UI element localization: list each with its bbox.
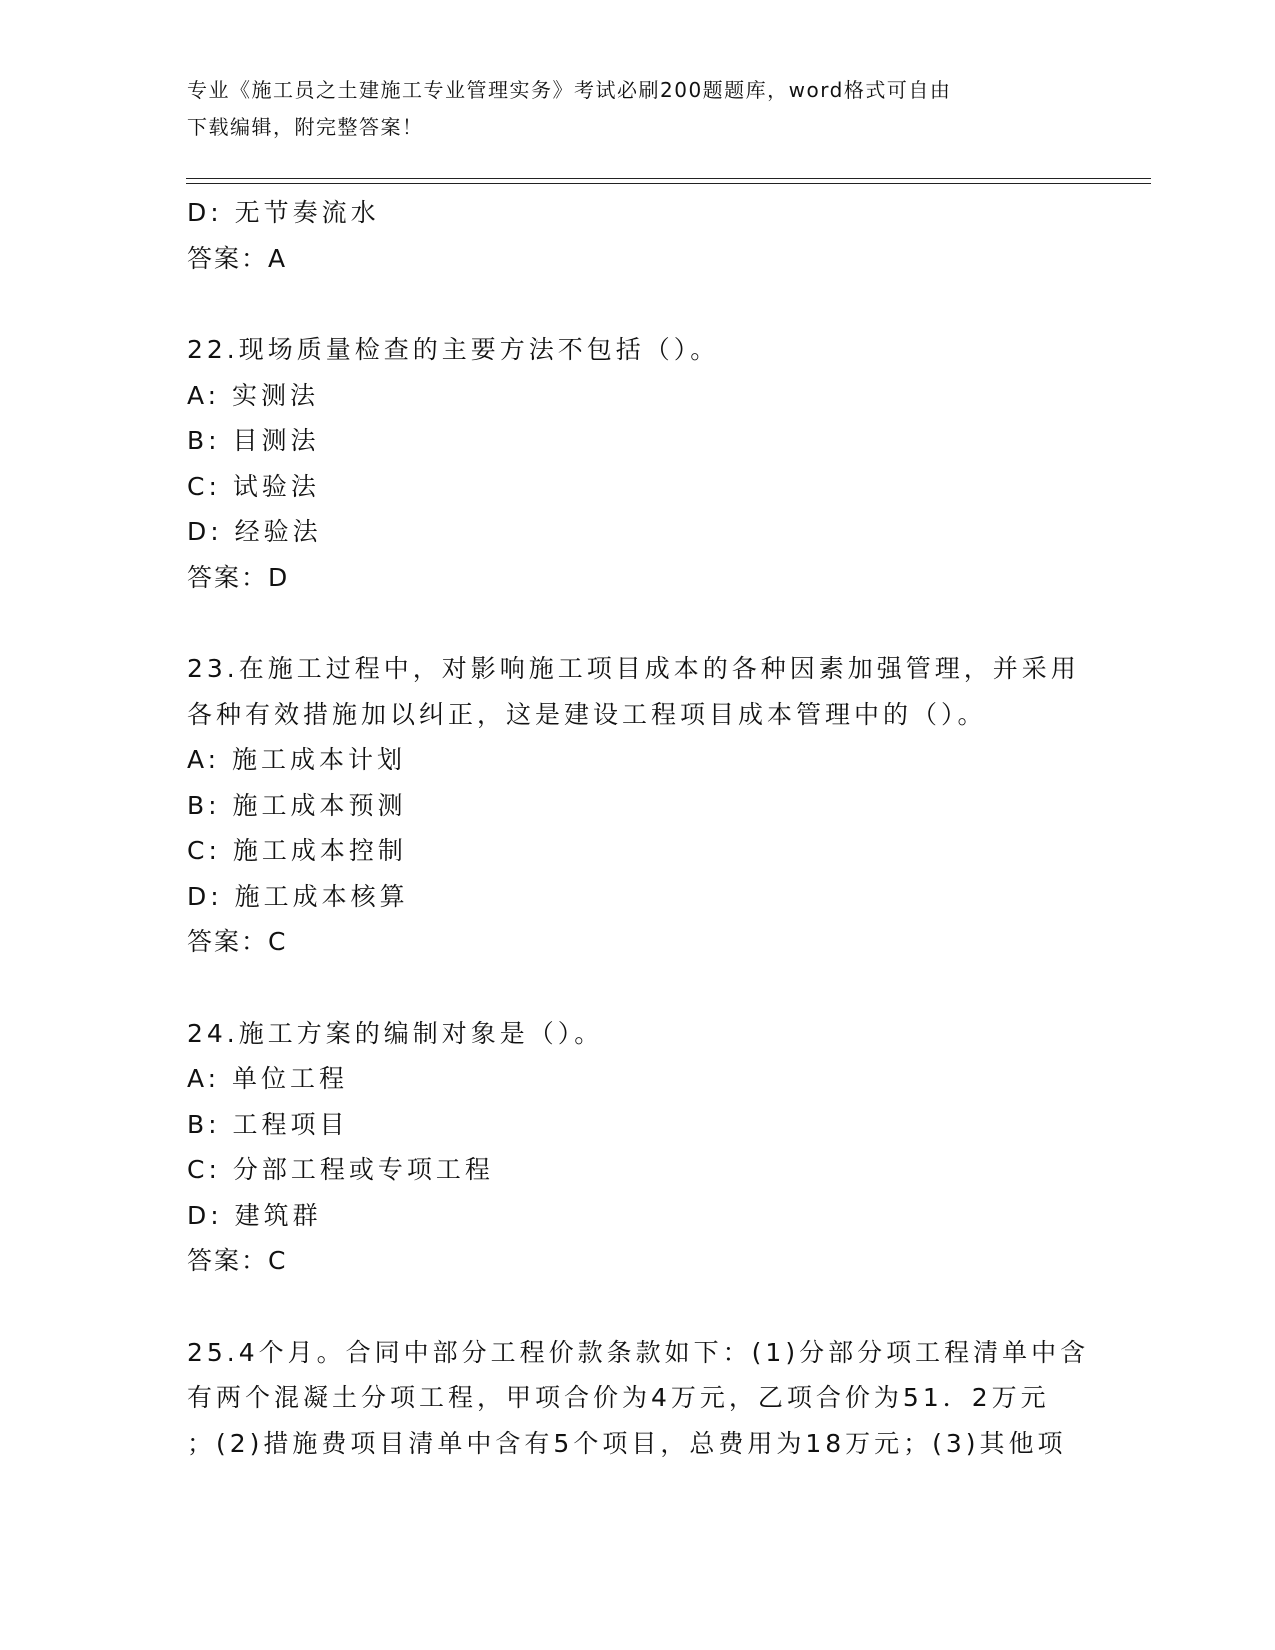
spacer bbox=[187, 965, 1087, 1011]
option-c: C: 分部工程或专项工程 bbox=[187, 1155, 494, 1184]
document-header bbox=[187, 72, 1087, 146]
option-d: D: 经验法 bbox=[187, 517, 322, 546]
option-d: D: 施工成本核算 bbox=[187, 881, 409, 911]
header-rule-bottom bbox=[186, 183, 1151, 184]
option-c: C: 试验法 bbox=[187, 471, 320, 501]
question-text: 23.在施工过程中，对影响施工项目成本的各种因素加强管理，并采用 bbox=[187, 654, 1080, 683]
question-25 bbox=[187, 1330, 1090, 1467]
option-d: D: 建筑群 bbox=[187, 1200, 322, 1230]
question-text: 有两个混凝土分项工程，甲项合价为4万元，乙项合价为51．2万元 bbox=[187, 1383, 1050, 1412]
spacer bbox=[187, 600, 1087, 646]
option-a: A: 单位工程 bbox=[187, 1064, 349, 1093]
option-c: C: 施工成本控制 bbox=[187, 836, 407, 865]
answer: 答案：C bbox=[187, 1246, 288, 1275]
option-a: A: 实测法 bbox=[187, 380, 320, 410]
header-rule-top bbox=[186, 178, 1151, 179]
question-text: 24.施工方案的编制对象是（）。 bbox=[187, 1018, 604, 1048]
option-b: B: 目测法 bbox=[187, 426, 320, 455]
option-a: A: 施工成本计划 bbox=[187, 745, 407, 774]
spacer bbox=[187, 281, 1087, 327]
option-b: B: 施工成本预测 bbox=[187, 790, 407, 820]
prev-answer: 答案：A bbox=[187, 243, 288, 273]
document-body bbox=[187, 190, 1090, 1466]
answer: 答案：D bbox=[187, 562, 290, 592]
prev-option-d: D: 无节奏流水 bbox=[187, 198, 380, 227]
header-line-1: 专业《施工员之土建施工专业管理实务》考试必刷200题题库，word格式可自由 bbox=[187, 78, 952, 102]
header-line-2: 下载编辑，附完整答案！ bbox=[187, 115, 424, 139]
question-text: 各种有效措施加以纠正，这是建设工程项目成本管理中的（）。 bbox=[187, 699, 987, 729]
question-text: 25.4个月。合同中部分工程价款条款如下：(1)分部分项工程清单中含 bbox=[187, 1337, 1090, 1367]
option-b: B: 工程项目 bbox=[187, 1109, 349, 1139]
answer: 答案：C bbox=[187, 927, 288, 956]
spacer bbox=[187, 1284, 1087, 1330]
question-text: ；(2)措施费项目清单中含有5个项目，总费用为18万元；(3)其他项 bbox=[187, 1428, 1067, 1458]
question-22 bbox=[187, 327, 1087, 600]
question-23 bbox=[187, 646, 1087, 965]
question-text: 22.现场质量检查的主要方法不包括（）。 bbox=[187, 335, 720, 364]
question-24 bbox=[187, 1011, 1087, 1284]
